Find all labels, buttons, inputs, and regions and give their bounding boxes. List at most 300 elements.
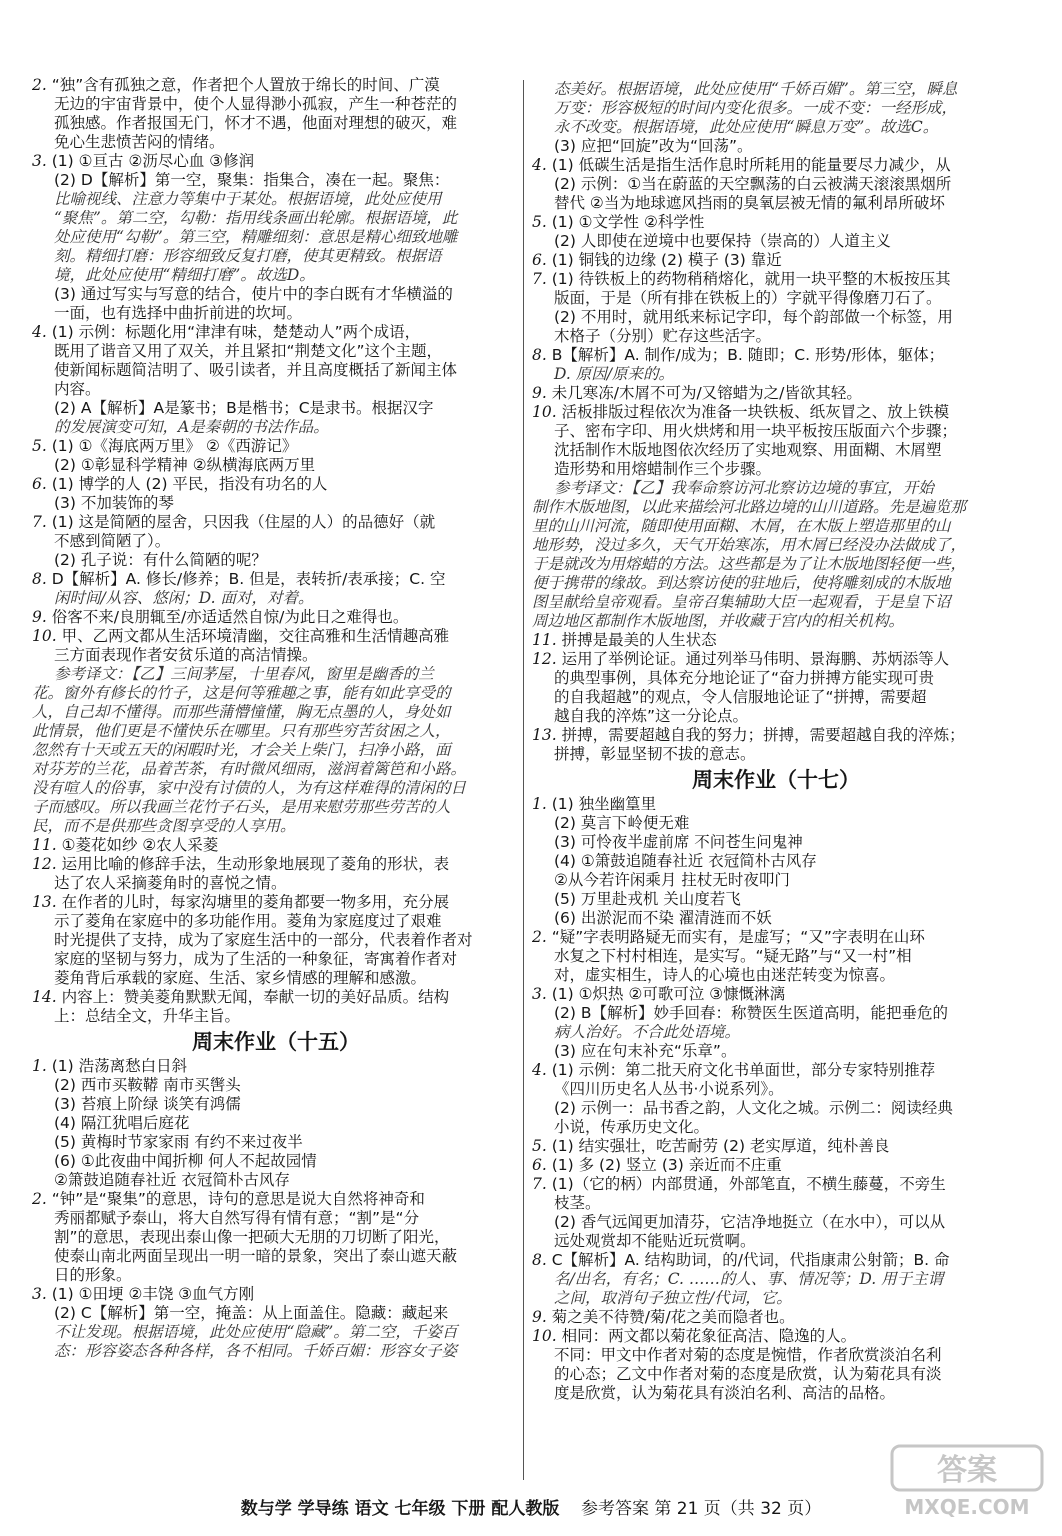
answer-line [32, 779, 520, 798]
line-text: (1) 铜钱的边缘 (2) 模子 (3) 靠近 [551, 251, 782, 269]
answer-line [532, 555, 1020, 574]
answer-item [32, 836, 520, 855]
footer-page-info: 参考答案 第 21 页（共 32 页） [580, 1499, 822, 1519]
line-text: 版面，于是（所有排在铁板上的）字就平得像磨刀石了。 [554, 289, 942, 307]
answer-line [532, 1232, 1020, 1251]
line-text: (1) 多 (2) 竖立 (3) 亲近而不庄重 [551, 1156, 782, 1174]
line-text: 闲时间/从容、悠闲；D. 面对，对着。 [54, 589, 314, 607]
answer-line [32, 399, 520, 418]
answer-line [32, 209, 520, 228]
answer-line [32, 912, 520, 931]
answer-item [32, 1190, 520, 1209]
line-text: 三方面表现作者安贫乐道的高洁情操。 [54, 646, 318, 664]
item-number: 12. [532, 650, 557, 668]
line-text: 处应使用“勾勒”。第三空，精雕细刻：意思是精心细致地雕 [54, 228, 458, 246]
answer-line [532, 1270, 1020, 1289]
line-text: 孤独感。作者报国无门，怀才不遇，他面对理想的破灭，难 [54, 114, 458, 132]
line-text: 无边的宇宙背景中，使个人显得渺小孤寂，产生一种苍茫的 [54, 95, 458, 113]
item-number: 13. [32, 893, 57, 911]
item-number: 9. [32, 608, 47, 626]
line-text: 造形势和用熔蜡制作三个步骤。 [554, 460, 772, 478]
item-number: 7. [32, 513, 47, 531]
line-text: (1) ①田埂 ②丰饶 ③血气方刚 [51, 1285, 255, 1303]
line-text: 沈括制作木版地图依次经历了实地观察、用面糊、木屑塑 [554, 441, 942, 459]
item-number: 3. [32, 1285, 47, 1303]
answer-item [32, 627, 520, 646]
answer-line [532, 1023, 1020, 1042]
line-text: 家庭的坚韧与努力，成为了生活的一种象征，寄寓着作者对 [54, 950, 458, 968]
answer-line [532, 441, 1020, 460]
line-text: 内容。 [54, 380, 101, 398]
line-text: 对，虚实相生，诗人的心境也由迷茫转变为惊喜。 [554, 966, 896, 984]
answer-line [32, 1323, 520, 1342]
answer-item [32, 893, 520, 912]
line-text: 不同：甲文中作者对菊的态度是惋惜，作者欣赏淡泊名利 [554, 1346, 942, 1364]
answer-line [32, 1076, 520, 1095]
line-text: 民，而不是供那些贪图享受的人享用。 [32, 817, 296, 835]
answer-line [32, 1171, 520, 1190]
line-text: (2) 西市买鞍鞯 南市买辔头 [54, 1076, 241, 1094]
answer-line [32, 722, 520, 741]
item-number: 1. [32, 1057, 47, 1075]
line-text: 对芬芳的兰花，品着苦茶，有时微风细雨，滋润着篱笆和小路。 [32, 760, 467, 778]
answer-line [532, 612, 1020, 631]
line-text: 比喻视线、注意力等集中于某处。根据语境，此处应使用 [54, 190, 442, 208]
answer-line [532, 460, 1020, 479]
item-number: 6. [532, 251, 547, 269]
item-number: 2. [32, 1190, 47, 1208]
line-text: (2) D【解析】第一空，聚集：指集合，凑在一起。聚焦： [54, 171, 450, 189]
line-text: 态美好。根据语境，此处应使用“千娇百媚”。第三空，瞬息 [554, 80, 958, 98]
line-text: (1) ①炽热 ②可歌可泣 ③慷慨淋漓 [551, 985, 786, 1003]
item-number: 12. [32, 855, 57, 873]
line-text: 上：总结全文，升华主旨。 [54, 1007, 241, 1025]
answer-item [532, 650, 1020, 669]
line-text: 病人治好。不合此处语境。 [554, 1023, 741, 1041]
line-text: 度是欣赏，认为菊花具有淡泊名利、高洁的品格。 [554, 1384, 896, 1402]
line-text: (2) B【解析】妙手回春：称赞医生医道高明，能把垂危的 [554, 1004, 949, 1022]
answer-line [532, 1004, 1020, 1023]
answer-line [32, 342, 520, 361]
line-text: 便于携带的缘故。到达察访使的驻地后，使将雕刻成的木版地 [532, 574, 951, 592]
answer-item [32, 1057, 520, 1076]
answer-item [532, 726, 1020, 745]
answer-line [532, 593, 1020, 612]
line-text: 的自我超越”的观点，令人信服地论证了“拼搏，需要超 [554, 688, 927, 706]
answer-line [32, 760, 520, 779]
item-number: 9. [532, 384, 547, 402]
line-text: (2) A【解析】A是篆书；B是楷书；C是隶书。根据汉字 [54, 399, 434, 417]
line-text: (1) 浩荡离愁白日斜 [51, 1057, 188, 1075]
line-text: 相同：两文都以菊花象征高洁、隐逸的人。 [561, 1327, 857, 1345]
answer-line [32, 1304, 520, 1323]
answer-line [532, 175, 1020, 194]
left-column [32, 76, 520, 1361]
answer-line [532, 966, 1020, 985]
answer-line [532, 1289, 1020, 1308]
answer-line [532, 669, 1020, 688]
line-text: 境，此处应使用“精细打磨”。故选D。 [54, 266, 315, 284]
line-text: 参考译文：【乙】三间茅屋，十里春风，窗里是幽香的兰 [54, 665, 434, 683]
answer-line [32, 494, 520, 513]
line-text: (1) ①《海底两万里》 ②《西游记》 [51, 437, 298, 455]
line-text: (3) 通过写实与写意的结合，使片中的李白既有才华横溢的 [54, 285, 453, 303]
answer-item [532, 631, 1020, 650]
line-text: 参考译文：【乙】我奉命察访河北察访边境的事宜，开始 [554, 479, 934, 497]
answer-item [532, 1308, 1020, 1327]
footer-book-title: 数与学 学导练 语文 七年级 下册 配人教版 [240, 1499, 560, 1519]
line-text: 俗客不来/良朋辄至/亦适适然自惊/为此日之难得也。 [51, 608, 409, 626]
line-text: 小说，传承历史文化。 [554, 1118, 710, 1136]
answer-line [32, 114, 520, 133]
answer-line [532, 422, 1020, 441]
line-text: 未几寒冻/木屑不可为/又镕蜡为之/皆欲其轻。 [551, 384, 862, 402]
item-number: 7. [532, 270, 547, 288]
item-number: 11. [532, 631, 557, 649]
line-text: 内容上：赞美菱角默默无闻，奉献一切的美好品质。结构 [61, 988, 450, 1006]
line-text: (4) 隔江犹唱后庭花 [54, 1114, 190, 1132]
line-text: 里的山川河流，随即使用面糊、木屑，在木版上塑造那里的山 [532, 517, 951, 535]
answer-line [532, 194, 1020, 213]
answer-line [532, 814, 1020, 833]
answer-line [32, 1095, 520, 1114]
answer-line [532, 1365, 1020, 1384]
item-number: 8. [532, 346, 547, 364]
answer-line [32, 589, 520, 608]
line-text: (1) ①文学性 ②科学性 [551, 213, 705, 231]
line-text: 一面，也有选择中曲折前进的坎坷。 [54, 304, 303, 322]
answer-line [532, 137, 1020, 156]
answer-line [32, 456, 520, 475]
answer-line [32, 190, 520, 209]
line-text: 免心生悲愤苦闷的情绪。 [54, 133, 225, 151]
answer-line [32, 1133, 520, 1152]
line-text: 水复之下村村相连，是实写。“疑无路”与“又一村”相 [554, 947, 912, 965]
item-number: 2. [532, 928, 547, 946]
line-text: 越自我的淬炼”这一分论点。 [554, 707, 749, 725]
answer-item [532, 156, 1020, 175]
answer-item [532, 213, 1020, 232]
answer-line [32, 1247, 520, 1266]
line-text: 木格子（分别）贮存这些活字。 [554, 327, 772, 345]
line-text: D. 原因/原来的。 [554, 365, 674, 383]
answer-line [532, 1194, 1020, 1213]
line-text: (2) 莫言下岭便无难 [554, 814, 690, 832]
line-text: (1) 示例：标题化用“津津有味，楚楚动人”两个成语， [51, 323, 421, 341]
line-text: 此情景，他们更是不懂快乐在哪里。只有那些穷苦贫困之人， [32, 722, 451, 740]
line-text: 人，自己却不懂得。而那些蒲懵憧懂，胸无点墨的人，身处如 [32, 703, 451, 721]
answer-item [32, 1285, 520, 1304]
item-number: 6. [532, 1156, 547, 1174]
line-text: 之间，取消句子独立性/代词，它。 [554, 1289, 792, 1307]
answer-line [532, 232, 1020, 251]
line-text: 达了农人采摘菱角时的喜悦之情。 [54, 874, 287, 892]
answer-line [32, 532, 520, 551]
line-text: ②箫鼓追随春社近 衣冠简朴古风存 [54, 1171, 290, 1189]
item-number: 9. [532, 1308, 547, 1326]
answer-line [532, 871, 1020, 890]
right-column [532, 80, 1020, 1403]
line-text: (2) 人即使在逆境中也要保持（崇高的）人道主义 [554, 232, 891, 250]
item-number: 4. [532, 156, 547, 174]
line-text: (3) 应把“回旋”改为“回荡”。 [554, 137, 753, 155]
item-number: 5. [32, 437, 47, 455]
answer-line [32, 1152, 520, 1171]
line-text: (3) 可怜夜半虚前席 不问苍生问鬼神 [554, 833, 803, 851]
answer-line [32, 1209, 520, 1228]
answer-item [32, 608, 520, 627]
line-text: 子、密布字印、用火烘烤和用一块平板按压版面六个步骤； [554, 422, 958, 440]
answer-line [32, 551, 520, 570]
line-text: “疑”字表明路疑无而实有，是虚写；“又”字表明在山环 [551, 928, 925, 946]
line-text: (2) ①彰显科学精神 ②纵横海底两万里 [54, 456, 316, 474]
line-text: (6) ①此夜曲中闻折柳 何人不起故园情 [54, 1152, 317, 1170]
answer-line [32, 380, 520, 399]
answer-item [532, 928, 1020, 947]
line-text: 菊之美不待赞/菊/花之美而隐者也。 [551, 1308, 795, 1326]
line-text: (1) 这是简陋的屋舍，只因我（住屋的人）的品德好（就 [51, 513, 436, 531]
item-number: 8. [532, 1251, 547, 1269]
line-text: 既用了谐音又用了双关，并且紧扣“荆楚文化”这个主题， [54, 342, 443, 360]
item-number: 7. [532, 1175, 547, 1193]
line-text: “聚焦”。第二空，勾勒：指用线条画出轮廓。根据语境，此 [54, 209, 458, 227]
answer-item [532, 1327, 1020, 1346]
line-text: 菱角背后承载的家庭、生活、家乡情感的理解和感激。 [54, 969, 427, 987]
line-text: 于是就改为用熔蜡的方法。这些都是为了让木版地图轻便一些， [532, 555, 967, 573]
answer-line [532, 536, 1020, 555]
line-text: 示了菱角在家庭中的多功能作用。菱角为家庭度过了艰难 [54, 912, 442, 930]
answer-line [532, 1346, 1020, 1365]
answer-item [532, 985, 1020, 1004]
answer-line [532, 1099, 1020, 1118]
line-text: 永不改变。根据语境，此处应使用“瞬息万变”。故选C。 [554, 118, 939, 136]
line-text: (1)（它的柄）内部贯通，外部笔直，不横生藤蔓，不旁生 [551, 1175, 946, 1193]
answer-line [532, 852, 1020, 871]
line-text: 制作木版地图，以此来描绘河北路边境的山川道路。先是遍览那 [532, 498, 967, 516]
line-text: (1) 低碳生活是指生活作息时所耗用的能量要尽力减少，从 [551, 156, 951, 174]
answer-item [532, 1156, 1020, 1175]
line-text: 远处观赏却不能贴近玩赏啊。 [554, 1232, 756, 1250]
watermark-text-bottom: MXQE.COM [904, 1495, 1030, 1519]
answer-line [32, 1266, 520, 1285]
item-number: 5. [532, 213, 547, 231]
line-text: 不感到简陋了）。 [54, 532, 171, 550]
answer-line [532, 479, 1020, 498]
watermark-text-top: 答案 [937, 1453, 997, 1488]
answer-line [532, 118, 1020, 137]
answer-item [32, 475, 520, 494]
line-text: (2) 孔子说：有什么简陋的呢？ [54, 551, 267, 569]
answer-line [32, 95, 520, 114]
answer-line [532, 707, 1020, 726]
line-text: 地形势，没过多久，天气开始寒冻，用木屑已经没办法做成了， [532, 536, 967, 554]
item-number: 4. [532, 1061, 547, 1079]
item-number: 2. [32, 76, 47, 94]
line-text: 刻。精细打磨：形容细致反复打磨，使其更精致。根据语 [54, 247, 442, 265]
answer-line [532, 1213, 1020, 1232]
line-text: 割”的意思，表现出泰山像一把硕大无朋的刀切断了阳光， [54, 1228, 450, 1246]
line-text: (1) ①亘古 ②沥尽心血 ③修润 [51, 152, 255, 170]
answer-line [32, 798, 520, 817]
answer-line [532, 947, 1020, 966]
answer-item [32, 152, 520, 171]
answer-line [32, 741, 520, 760]
line-text: 在作者的儿时，每家沟塘里的菱角都要一物多用，充分展 [61, 893, 450, 911]
answer-item [532, 346, 1020, 365]
answer-line [532, 890, 1020, 909]
item-number: 10. [532, 403, 557, 421]
answer-line [532, 289, 1020, 308]
answer-line [532, 498, 1020, 517]
line-text: 没有喧人的俗事，家中没有讨债的人，为有这样难得的清闲的日 [32, 779, 467, 797]
item-number: 6. [32, 475, 47, 493]
answer-line [32, 950, 520, 969]
answer-item [32, 76, 520, 95]
watermark-logo [888, 1442, 1046, 1524]
line-text: 日的形象。 [54, 1266, 132, 1284]
line-text: 周边地区都制作木版地图，并收藏于宫内的相关机构。 [532, 612, 905, 630]
answer-item [532, 1251, 1020, 1270]
line-text: ①菱花如纱 ②农人采菱 [61, 836, 219, 854]
line-text: (1) 博学的人 (2) 平民，指没有功名的人 [51, 475, 328, 493]
answer-item [32, 323, 520, 342]
answer-line [532, 365, 1020, 384]
section-heading: 周末作业（十五） [192, 1030, 360, 1054]
answer-line [32, 285, 520, 304]
line-text: 图呈献给皇帝观看。皇帝召集辅助大臣一起观看，于是皇下诏 [532, 593, 951, 611]
answer-line [32, 684, 520, 703]
line-text: 时光提供了支持，成为了家庭生活中的一部分，代表着作者对 [54, 931, 473, 949]
answer-line [32, 418, 520, 437]
line-text: 运用比喻的修辞手法，生动形象地展现了菱角的形状，表 [61, 855, 450, 873]
answer-item [532, 1175, 1020, 1194]
answer-line [32, 665, 520, 684]
answer-item [32, 437, 520, 456]
line-text: (3) 苔痕上阶绿 谈笑有鸿儒 [54, 1095, 241, 1113]
item-number: 1. [532, 795, 547, 813]
line-text: (2) 示例：①当在蔚蓝的天空飘荡的白云被满天滚滚黑烟所 [554, 175, 952, 193]
answer-line [32, 646, 520, 665]
answer-item [32, 513, 520, 532]
line-text: 《四川历史名人丛书·小说系列》。 [554, 1080, 784, 1098]
line-text: 甲、乙两文都从生活环境清幽，交往高雅和生活情趣高雅 [61, 627, 450, 645]
line-text: (1) 独坐幽篁里 [551, 795, 657, 813]
line-text: C【解析】A. 结构助词，的/代词，代指康肃公射箭；B. 命 [551, 1251, 950, 1269]
column-divider [523, 80, 524, 1480]
answer-line [32, 703, 520, 722]
answer-line [532, 1080, 1020, 1099]
answer-item [532, 795, 1020, 814]
line-text: (6) 出淤泥而不染 濯清涟而不妖 [554, 909, 772, 927]
line-text: (2) 香气远闻更加清芬，它洁净地挺立（在水中），可以从 [554, 1213, 946, 1231]
item-number: 14. [32, 988, 57, 1006]
line-text: (5) 黄梅时节家家雨 有约不来过夜半 [54, 1133, 303, 1151]
line-text: 使新闻标题简洁明了、吸引读者，并且高度概括了新闻主体 [54, 361, 458, 379]
item-number: 5. [532, 1137, 547, 1155]
answer-line [32, 304, 520, 323]
line-text: (1) 待铁板上的药物稍稍熔化，就用一块平整的木板按压其 [551, 270, 951, 288]
line-text: “独”含有孤独之意，作者把个人置放于绵长的时间、广漠 [51, 76, 440, 94]
line-text: 替代 ②当为地球遮风挡雨的臭氧层被无情的氟利昂所破坏 [554, 194, 945, 212]
item-number: 10. [32, 627, 57, 645]
line-text: 拼搏，需要超越自我的努力；拼搏，需要超越自我的淬炼； [561, 726, 965, 744]
line-text: 枝茎。 [554, 1194, 601, 1212]
answer-line [32, 266, 520, 285]
section-heading: 周末作业（十七） [692, 768, 860, 792]
line-text: 拼搏，彰显坚韧不拔的意志。 [554, 745, 756, 763]
answer-item [532, 1061, 1020, 1080]
item-number: 11. [32, 836, 57, 854]
answer-line [532, 308, 1020, 327]
answer-line [32, 1007, 520, 1026]
line-text: ②从今若许闲乘月 拄杖无时夜叩门 [554, 871, 790, 889]
answer-line [32, 1228, 520, 1247]
answer-item [32, 855, 520, 874]
answer-line [32, 171, 520, 190]
line-text: 忽然有十天或五天的闲暇时光，才会关上柴门，扫净小路，面 [32, 741, 451, 759]
line-text: 活板排版过程依次为准备一块铁板、纸灰冒之、放上铁模 [561, 403, 950, 421]
line-text: D【解析】A. 修长/修养；B. 但是，表转折/表承接；C. 空 [51, 570, 446, 588]
answer-line [532, 99, 1020, 118]
answer-line [532, 574, 1020, 593]
line-text: 的心态；乙文中作者对菊的态度是欣赏，认为菊花具有淡 [554, 1365, 942, 1383]
line-text: 名/出名，有名；C. ……的人、事、情况等；D. 用于主谓 [554, 1270, 944, 1288]
answer-line [32, 247, 520, 266]
line-text: (3) 不加装饰的琴 [54, 494, 174, 512]
line-text: 态：形容姿态各种各样，各不相同。千娇百媚：形容女子姿 [54, 1342, 458, 1360]
line-text: 秀丽都赋予泰山，将大自然写得有情有意；“割”是“分 [54, 1209, 420, 1227]
line-text: (4) ①箫鼓追随春社近 衣冠简朴古风存 [554, 852, 817, 870]
answer-line [32, 931, 520, 950]
answer-line [32, 969, 520, 988]
line-text: 拼搏是最美的人生状态 [561, 631, 717, 649]
line-text: 使泰山南北两面呈现出一明一暗的景象，突出了泰山遮天蔽 [54, 1247, 458, 1265]
answer-line [532, 745, 1020, 764]
line-text: 运用了举例论证。通过列举马伟明、景海鹏、苏炳添等人 [561, 650, 950, 668]
item-number: 4. [32, 323, 47, 341]
line-text: B【解析】A. 制作/成为；B. 随即；C. 形势/形体，躯体； [551, 346, 945, 364]
line-text: “钟”是“聚集”的意思，诗句的意思是说大自然将神奇和 [51, 1190, 425, 1208]
answer-item [532, 403, 1020, 422]
line-text: 万变：形容极短的时间内变化很多。一成不变：一经形成， [554, 99, 958, 117]
answer-line [32, 361, 520, 380]
answer-line [32, 1342, 520, 1361]
answer-item [532, 251, 1020, 270]
answer-line [532, 909, 1020, 928]
answer-line [532, 1042, 1020, 1061]
answer-line [32, 817, 520, 836]
item-number: 3. [532, 985, 547, 1003]
line-text: (2) 不用时，就用纸来标记字印，每个韵部做一个标签，用 [554, 308, 953, 326]
answer-item [532, 384, 1020, 403]
answer-line [32, 133, 520, 152]
line-text: 的典型事例，具体充分地论证了“奋力拼搏方能实现可贵 [554, 669, 935, 687]
line-text: (2) 示例一：品书香之韵，人文化之城。示例二：阅读经典 [554, 1099, 953, 1117]
answer-line [532, 688, 1020, 707]
answer-line [32, 228, 520, 247]
answer-line [532, 517, 1020, 536]
item-number: 10. [532, 1327, 557, 1345]
answer-line [532, 80, 1020, 99]
item-number: 8. [32, 570, 47, 588]
item-number: 3. [32, 152, 47, 170]
answer-line [32, 1114, 520, 1133]
answer-item [532, 1137, 1020, 1156]
line-text: (1) 结实强壮，吃苦耐劳 (2) 老实厚道，纯朴善良 [551, 1137, 890, 1155]
answer-item [532, 270, 1020, 289]
line-text: (2) C【解析】第一空，掩盖：从上面盖住。隐藏：藏起来 [54, 1304, 449, 1322]
answer-line [532, 1118, 1020, 1137]
